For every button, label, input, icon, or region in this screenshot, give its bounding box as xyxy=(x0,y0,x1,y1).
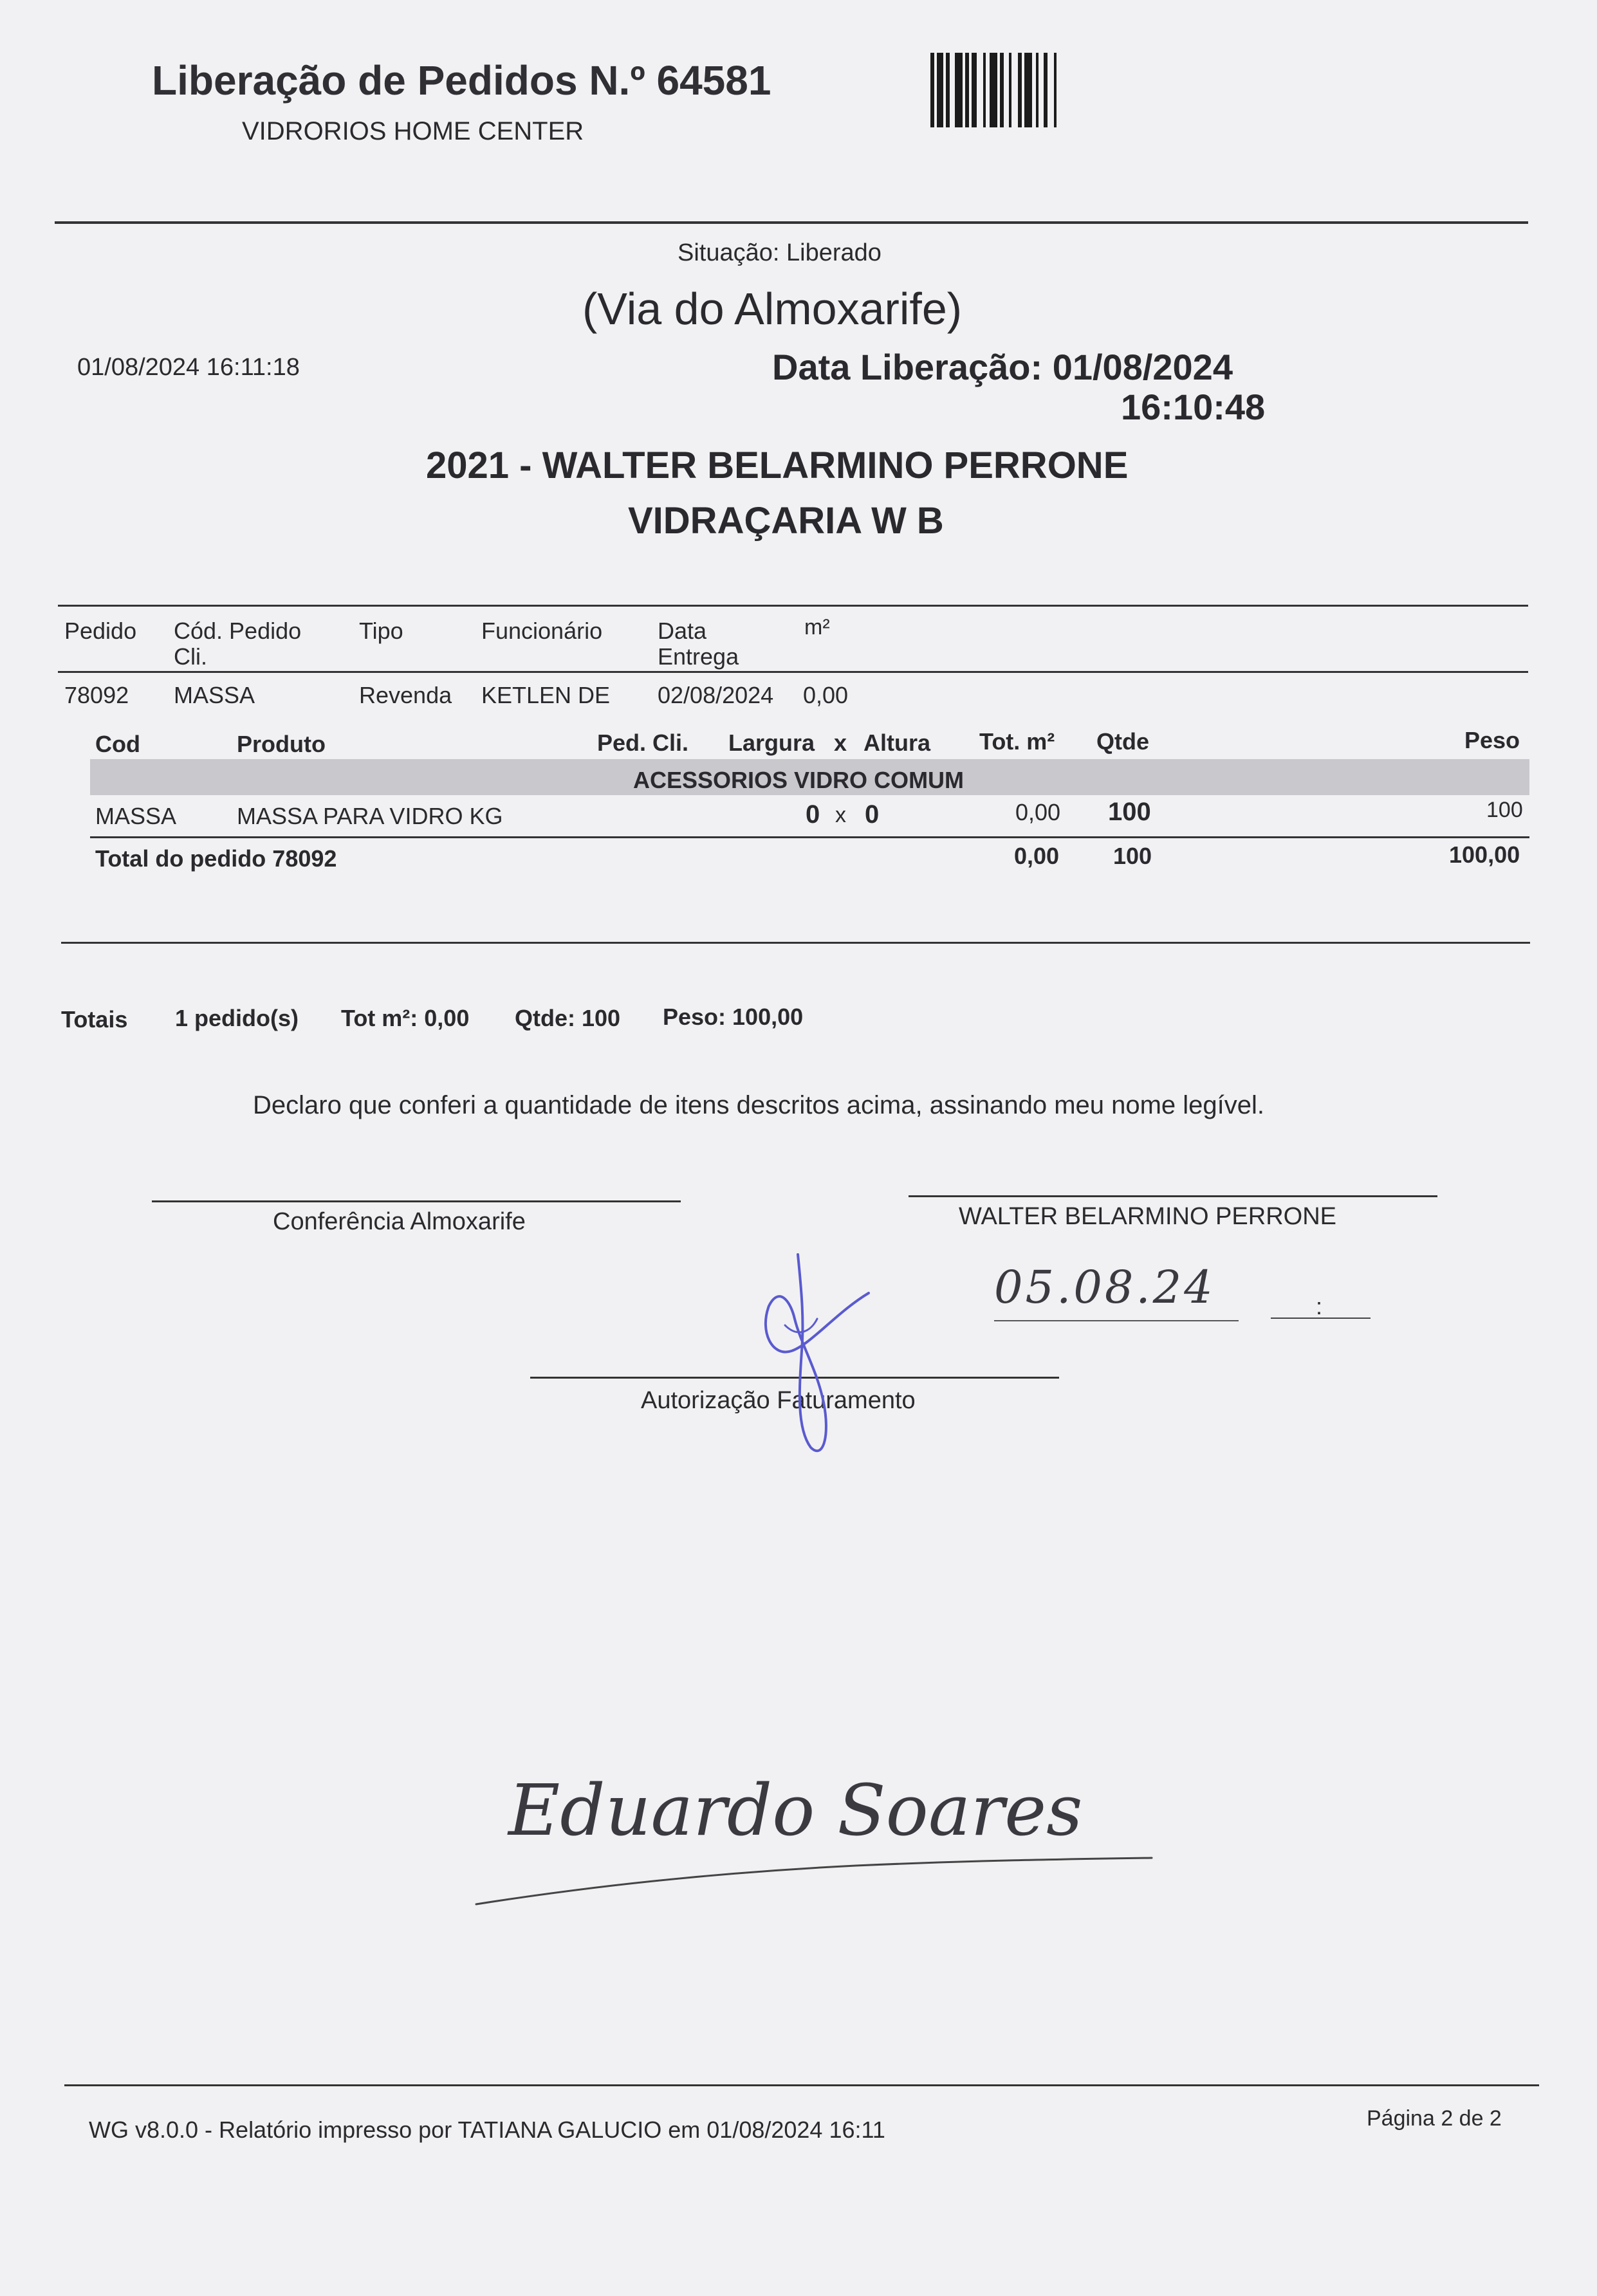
barcode-bar xyxy=(950,53,955,127)
client-signature-line xyxy=(909,1195,1437,1197)
total-pedido-label: Total do pedido 78092 xyxy=(95,845,337,872)
totals-label: Totais xyxy=(61,1006,128,1033)
totals-divider xyxy=(61,942,1530,944)
item-largura: 0 xyxy=(806,800,820,829)
items-col-produto: Produto xyxy=(237,731,326,757)
items-total-rule xyxy=(90,836,1529,838)
printed-datetime: 01/08/2024 16:11:18 xyxy=(77,354,300,381)
time-colon: : xyxy=(1316,1293,1323,1319)
blue-initial-signature xyxy=(740,1248,875,1460)
item-x: x xyxy=(835,803,846,827)
barcode-bar xyxy=(1048,53,1054,127)
barcode-bar xyxy=(990,53,997,127)
items-col-largura: Largura xyxy=(728,730,815,756)
document-title: Liberação de Pedidos N.º 64581 xyxy=(152,57,771,104)
client-signature-name: WALTER BELARMINO PERRONE xyxy=(959,1203,1336,1230)
totals-peso: Peso: 100,00 xyxy=(663,1004,804,1030)
item-produto: MASSA PARA VIDRO KG xyxy=(237,803,503,829)
item-qtde: 100 xyxy=(1108,798,1151,826)
order-table-header-rule xyxy=(58,671,1528,673)
footer-divider xyxy=(64,2084,1539,2086)
item-tot-m2: 0,00 xyxy=(1015,799,1061,825)
barcode-bar xyxy=(955,53,963,127)
totals-qtde: Qtde: 100 xyxy=(515,1005,621,1031)
barcode xyxy=(930,53,1189,127)
situacao-label: Situação: Liberado xyxy=(678,239,882,266)
item-peso: 100 xyxy=(1486,798,1523,822)
items-col-tot-m2: Tot. m² xyxy=(979,728,1055,755)
col-entrega: Entrega xyxy=(658,643,739,670)
handwritten-date: 05.08.24 xyxy=(994,1261,1215,1314)
header-divider xyxy=(55,221,1528,224)
col-data: Data xyxy=(658,618,707,644)
order-tipo: Revenda xyxy=(359,682,452,708)
footer-printed-by: WG v8.0.0 - Relatório impresso por TATIANA GALUCIO em 01/08/2024 16:11 xyxy=(89,2117,885,2143)
data-liberacao-label: Data Liberação: 01/08/2024 xyxy=(772,347,1233,387)
via-label: (Via do Almoxarife) xyxy=(582,284,963,334)
col-cod-pedido-cli: Cli. xyxy=(174,643,207,670)
col-cod-pedido: Cód. Pedido xyxy=(174,618,302,644)
company-name: VIDRORIOS HOME CENTER xyxy=(242,117,584,145)
barcode-bar xyxy=(1039,53,1044,127)
autorizacao-label: Autorização Faturamento xyxy=(641,1387,916,1414)
handwritten-date-underline xyxy=(994,1320,1239,1321)
footer-page-number: Página 2 de 2 xyxy=(1367,2106,1502,2131)
col-funcionario: Funcionário xyxy=(481,618,603,644)
total-qtde: 100 xyxy=(1113,843,1152,869)
order-data-entrega: 02/08/2024 xyxy=(658,682,774,708)
barcode-bar xyxy=(977,53,983,127)
order-m2: 0,00 xyxy=(803,682,849,708)
order-table-top-rule xyxy=(58,605,1528,607)
items-col-x: x xyxy=(834,730,847,756)
barcode-bar xyxy=(1057,53,1060,127)
col-pedido: Pedido xyxy=(64,618,137,644)
order-pedido: 78092 xyxy=(64,682,129,708)
order-cod-pedido-cli: MASSA xyxy=(174,682,255,708)
totals-tot-m2: Tot m²: 0,00 xyxy=(341,1005,470,1031)
items-col-qtde: Qtde xyxy=(1096,728,1150,755)
conferencia-signature-line xyxy=(152,1200,681,1202)
items-col-altura: Altura xyxy=(863,730,931,756)
col-m2: m² xyxy=(804,615,830,639)
totals-pedidos: 1 pedido(s) xyxy=(175,1005,299,1031)
col-tipo: Tipo xyxy=(359,618,403,644)
group-label: ACESSORIOS VIDRO COMUM xyxy=(633,767,965,793)
total-peso: 100,00 xyxy=(1449,841,1520,868)
barcode-bar xyxy=(1024,53,1032,127)
declaration-text: Declaro que conferi a quantidade de itens descritos acima, assinando meu nome legível. xyxy=(253,1091,1265,1119)
items-col-peso: Peso xyxy=(1464,727,1520,753)
items-col-ped-cli: Ped. Cli. xyxy=(597,730,689,756)
handwritten-name-flourish xyxy=(470,1827,1165,1924)
data-liberacao-time: 16:10:48 xyxy=(1121,387,1266,427)
order-funcionario: KETLEN DE xyxy=(481,682,611,708)
item-altura: 0 xyxy=(865,800,880,829)
items-col-cod: Cod xyxy=(95,731,140,757)
client-name: 2021 - WALTER BELARMINO PERRONE xyxy=(426,445,1129,486)
total-tot-m2: 0,00 xyxy=(1014,843,1060,869)
barcode-bar xyxy=(972,53,977,127)
barcode-bar xyxy=(937,53,943,127)
client-company: VIDRAÇARIA W B xyxy=(628,500,944,542)
barcode-bar xyxy=(1011,53,1018,127)
handwritten-name: Eduardo Soares xyxy=(508,1769,1083,1851)
barcode-bar xyxy=(1004,53,1009,127)
conferencia-label: Conferência Almoxarife xyxy=(273,1208,526,1235)
item-cod: MASSA xyxy=(95,803,177,829)
